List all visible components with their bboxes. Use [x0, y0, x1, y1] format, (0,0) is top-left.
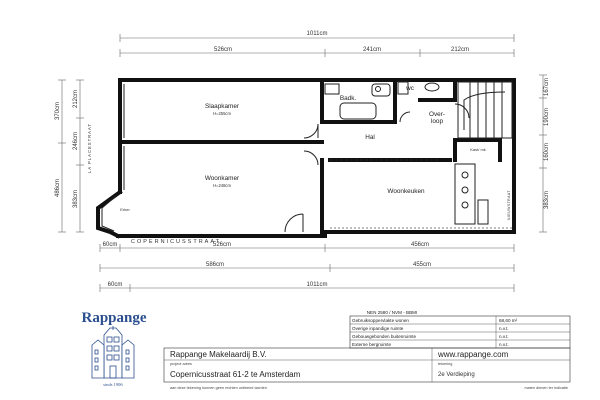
sink-bath [372, 84, 390, 96]
dim-left-inner-top: 212cm [73, 89, 79, 109]
nen-title: NEN 2580 / NVM - BBMI [366, 310, 418, 315]
top-dimensions [120, 31, 514, 57]
dim-bottom-a1: 60cm [102, 242, 118, 248]
dim-top-b: 241cm [362, 47, 382, 53]
room-kast: Kast/ mk [470, 147, 486, 152]
tb-floor-caption: tekening [438, 362, 453, 366]
toilet [425, 83, 439, 91]
bottom-dimensions [100, 242, 514, 292]
nen-table [350, 310, 570, 348]
walls [98, 80, 514, 236]
nen-row-2-label: Gebouwgebonden buitenruimte [352, 334, 417, 339]
logo-since: sinds 1906 [103, 382, 123, 387]
door-swing-balcony [285, 214, 303, 232]
dim-right-c: 160cm [544, 142, 550, 162]
dim-bottom-b1: 586cm [205, 262, 225, 268]
room-slaapkamer: Slaapkamer [204, 103, 240, 110]
rappange-logo [81, 310, 146, 387]
tb-scale-note: maten dienen ter indicatie [524, 386, 568, 390]
dim-bottom-c1: 60cm [107, 282, 123, 288]
door-swing-wc [400, 112, 410, 122]
room-badk: Badk. [339, 95, 357, 102]
room-wc: wc [406, 85, 414, 92]
tb-project-caption: project adres [170, 362, 192, 366]
tb-disclaimer: aan deze tekening kunnen geen rechten ontleend worden [170, 386, 267, 390]
nen-row-3-value: n.v.t. [499, 342, 509, 347]
street-bottom: COPERNICUSSTRAAT [131, 239, 221, 245]
dim-right-a: 167cm [544, 77, 550, 97]
nen-row-3-label: Externe bergruimte [352, 342, 392, 347]
dim-bottom-a3: 456cm [410, 242, 430, 248]
dim-right-b: 190cm [544, 107, 550, 127]
title-block [164, 348, 570, 390]
canal-house-icon [92, 326, 134, 378]
dim-bottom-c2: 1011cm [306, 282, 328, 288]
nen-row-1-value: n.v.t. [499, 326, 509, 331]
dim-left-outer-top: 370cm [55, 101, 61, 121]
nen-row-0-label: Gebruiksoppervlakte wonen [352, 318, 409, 323]
dim-bottom-b2: 455cm [412, 262, 432, 268]
street-left: LA PLACESTRAAT [87, 123, 92, 173]
dim-right-d: 383cm [544, 190, 550, 210]
dim-bottom-a2: 526cm [212, 242, 232, 248]
room-woonkamer-height: H=248cm [212, 183, 232, 188]
door-swing-bedroom [304, 124, 318, 138]
dim-left-inner-bottom: 383cm [73, 189, 79, 209]
door-swing-living [304, 151, 318, 165]
dim-left-inner-mid: 246cm [73, 131, 79, 151]
room-woonkeuken: Woonkeuken [387, 188, 425, 195]
room-overloop-1: Over- [429, 111, 445, 118]
room-slaapkamer-height: H=255cm [212, 111, 232, 116]
washing-machine [325, 84, 339, 94]
nen-row-1-label: Overige inpandige ruimte [352, 326, 404, 331]
tb-website: www.rappange.com [438, 350, 509, 359]
kitchen-counter [455, 164, 488, 224]
tb-company: Rappange Makelaardij B.V. [170, 350, 267, 359]
dim-top-c: 212cm [450, 47, 470, 53]
nen-row-2-value: n.v.t. [499, 334, 509, 339]
right-dimensions [539, 75, 550, 232]
dim-left-outer-bottom: 486cm [55, 178, 61, 198]
logo-text: Rappange [81, 310, 147, 326]
door-swing-overloop [455, 104, 469, 118]
room-hal: Hal [365, 134, 375, 141]
room-woonkamer: Woonkamer [204, 175, 240, 182]
street-right: NIEUWSTRAAT [507, 190, 511, 220]
bathtub [340, 103, 376, 119]
tb-address: Copernicusstraat 61-2 te Amsterdam [170, 370, 301, 379]
nen-row-0-value: 68,60 m² [499, 318, 518, 323]
dim-top-total: 1011cm [306, 31, 328, 37]
room-erker: Erker [120, 207, 130, 212]
left-dimensions [55, 80, 84, 232]
tb-floor: 2e Verdieping [438, 372, 475, 378]
room-overloop-2: loop [430, 118, 444, 125]
dim-top-a: 526cm [213, 47, 233, 53]
